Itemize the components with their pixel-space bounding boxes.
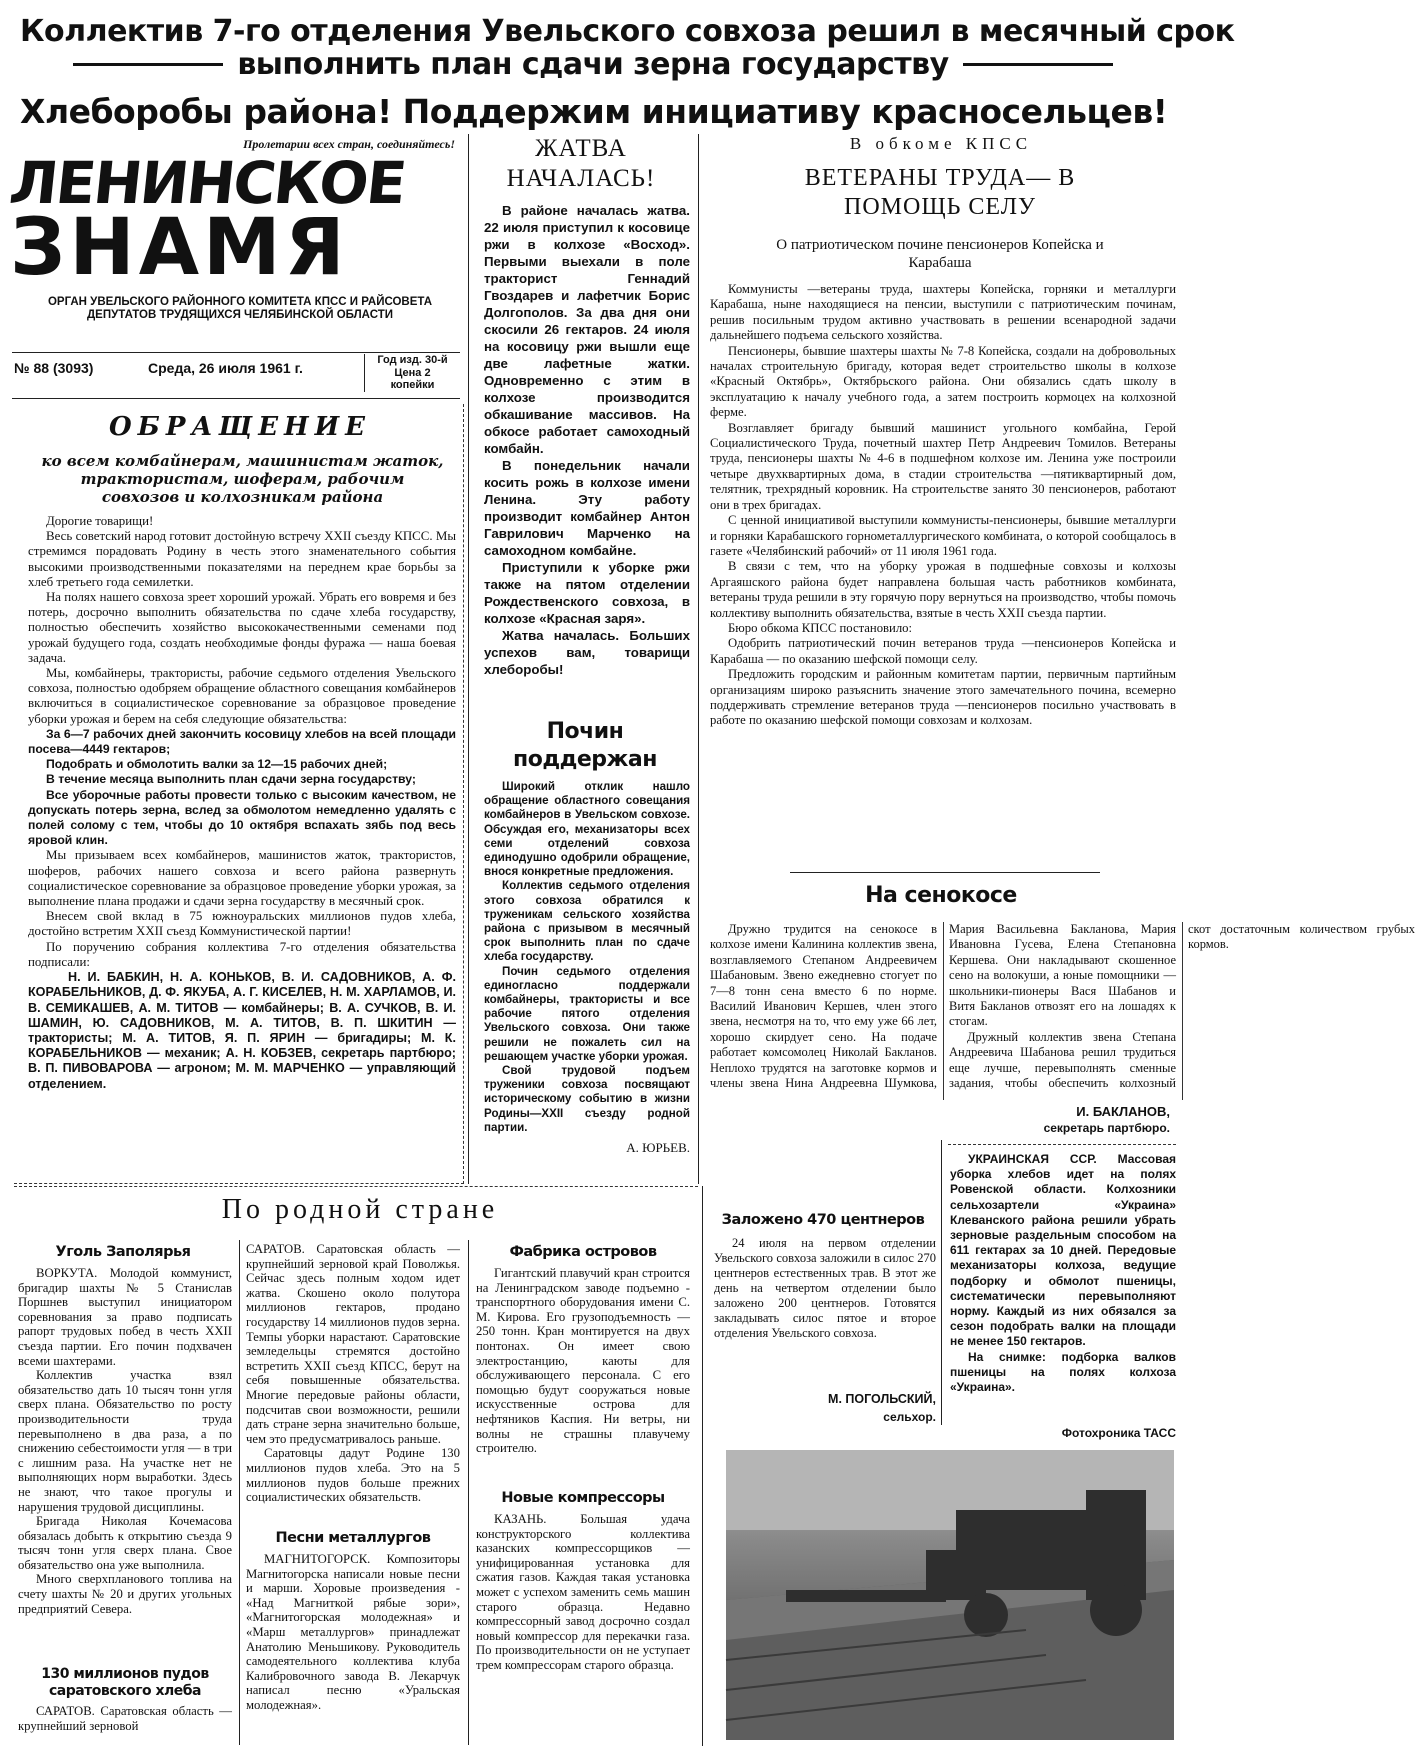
harvest-p3: Приступили к уборке ржи также на пятом отделении Рождественского совхоза, в колхозе «Красная заря». bbox=[484, 560, 690, 626]
coal-p3: Бригада Николая Кочемасова обязалась добыть к открытию съезда 9 тысяч тонн угля сверх плана. Свое обязательство она уже выполнила. bbox=[18, 1514, 232, 1572]
appeal-title: ОБРАЩЕНИЕ bbox=[109, 412, 371, 442]
songs-p1: МАГНИТОГОРСК. Композиторы Магнитогорска написали новые песни и марши. Хоровые произведения - «Над Магниткой рябые зори», «Магнитогорская молодежная» и «Марш металлургов» принадлежат Анатолию Меньшикову. Руководитель самодеятельного коллектива клуба Калибровочного завода В. Лекарчук написал песню «Уральская молодежная». bbox=[246, 1552, 460, 1712]
issue-year: Год изд. 30-й bbox=[377, 354, 448, 366]
column-rule-1 bbox=[468, 134, 469, 1184]
coal-p4: Много сверхпланового топлива на счету шахты № 20 и других угольных предприятий Севера. bbox=[18, 1572, 232, 1616]
obkom-subtitle: О патриотическом почине пенсионеров Копейска и Карабаша bbox=[776, 237, 1104, 271]
coal-title: Уголь Заполярья bbox=[55, 1244, 191, 1260]
issue-year-price bbox=[364, 354, 460, 392]
silage-body bbox=[714, 1236, 936, 1386]
obkom-rule-bottom bbox=[790, 872, 1100, 873]
haymaking-author-role: секретарь партбюро. bbox=[1043, 1121, 1170, 1135]
masthead-rule-top bbox=[12, 352, 460, 353]
appeal-subtitle: ко всем комбайнерам, машинистам жаток, трактористам, шоферам, рабочим совхозов и колхозникам района bbox=[41, 452, 444, 506]
column-rule-3 bbox=[941, 1140, 942, 1425]
obkom-title: ВЕТЕРАНЫ ТРУДА— В ПОМОЩЬ СЕЛУ bbox=[804, 165, 1076, 220]
silage-title: Заложено 470 центнеров bbox=[721, 1212, 925, 1228]
appeal-p2: На полях нашего совхоза зреет хороший урожай. Убрать его вовремя и без потерь, досрочно выполнить обязательства по сдаче хлеба государству, полностью обеспечить хозяйство высококачественными семенами под урожай будущего года, создать необходимые фонды фуража — наша боевая задача. bbox=[28, 590, 456, 665]
obkom-p7: Одобрить патриотический почин ветеранов труда —пенсионеров Копейска и Карабаша — по оказанию шефской помощи селу. bbox=[710, 636, 1176, 666]
banner-line-1: Коллектив 7-го отделения Увельского совхоза решил в месячный срок bbox=[20, 14, 1235, 49]
grain-p1-start: САРАТОВ. Саратовская область — крупнейший зерновой bbox=[18, 1704, 232, 1733]
grain-body-start bbox=[18, 1704, 232, 1744]
obkom-p2: Пенсионеры, бывшие шахтеры шахты № 7-8 Копейска, создали на добровольных началах строительную бригаду, которая ведет строительство школы в колхозе «Красный Октябрь», Октябрьского района. Они обязались сдать школу в эксплуатацию к началу учебного года, а затем построить кормоцех на колхозной ферме. bbox=[710, 343, 1176, 420]
silage-author: М. ПОГОЛЬСКИЙ, bbox=[828, 1392, 936, 1406]
masthead-organ: ОРГАН УВЕЛЬСКОГО РАЙОННОГО КОМИТЕТА КПСС И РАЙСОВЕТА ДЕПУТАТОВ ТРУДЯЩИХСЯ ЧЕЛЯБИНСКОЙ ОБЛАСТИ bbox=[47, 296, 433, 321]
harvest-p4: Жатва началась. Больших успехов вам, товарищи хлеборобы! bbox=[484, 628, 690, 677]
appeal-p3: Мы, комбайнеры, трактористы, рабочие седьмого отделения Увельского совхоза, полностью одобряем обращение областного совещания комбайнеров включиться в социалистическое соревнование за образцовое проведение уборки урожая и берем на себя следующие обязательства: bbox=[28, 666, 456, 726]
haymaking-body bbox=[710, 922, 1415, 1100]
support-p2: Коллектив седьмого отделения этого совхоза обратился к труженикам сельского хозяйства района с призывом в месячный срок выполнить план по сдаче хлеба государству. bbox=[484, 879, 690, 964]
harvest-body bbox=[484, 202, 690, 694]
songs-title: Песни металлургов bbox=[275, 1530, 431, 1546]
support-p1: Широкий отклик нашло обращение областного совещания комбайнеров в Увельском совхозе. Обсуждая его, механизаторы всех семи отделений совхоза единодушно одобрили обращение, внося конкретные предложения. bbox=[484, 780, 690, 879]
banner-rule-left bbox=[73, 63, 223, 66]
issue-date: Среда, 26 июля 1961 г. bbox=[148, 360, 303, 376]
column-rule-2 bbox=[698, 134, 699, 1184]
appeal-obligation-4: Все уборочные работы провести только с высоким качеством, не допускать потерь зерна, вслед за обмолотом немедленно удалять с полей солому с тем, чтобы до 10 октября вспахать зябь под весь яровой клин. bbox=[28, 787, 456, 848]
support-author: А. ЮРЬЕВ. bbox=[626, 1140, 690, 1155]
songs-body bbox=[246, 1552, 460, 1746]
coal-p1: ВОРКУТА. Молодой коммунист, бригадир шахты № 5 Станислав Поршнев выступил инициатором соревнования за право подписать рапорт трудовых побед в честь XXII съезда партии. Его почин подхвачен всеми шахтерами. bbox=[18, 1266, 232, 1368]
banner-line-2-row bbox=[20, 46, 1166, 82]
coal-p2: Коллектив участка взял обязательство дать 10 тысяч тонн угля сверх плана. Обязательство по росту производительности труда перевыполнено в два раза, а по снижению себестоимости угля — в три с лишним раза. На участке нет не выполняющих норм выработки. Здесь не знают, что такое прогулы и нарушения трудовой дисциплины. bbox=[18, 1368, 232, 1514]
silage-p1: 24 июля на первом отделении Увельского совхоза заложили в силос 270 центнеров естественных трав. В этот же день на четвертом отделении было заложено 200 центнеров. Готовятся закладывать силос пятое и второе отделения Увельского совхоза. bbox=[714, 1236, 936, 1340]
country-rule-top bbox=[14, 1186, 698, 1187]
masthead-motto: Пролетарии всех стран, соединяйтесь! bbox=[243, 137, 455, 151]
island-body bbox=[476, 1266, 690, 1484]
appeal-obligation-3: В течение месяца выполнить план сдачи зерна государству; bbox=[46, 772, 416, 787]
appeal-obligation-1: За 6—7 рабочих дней закончить косовицу хлебов на всей площади посева—4449 гектаров; bbox=[28, 726, 456, 757]
combine-photo bbox=[726, 1450, 1174, 1740]
issue-price: Цена 2 копейки bbox=[390, 366, 435, 391]
comp-title: Новые компрессоры bbox=[501, 1490, 665, 1506]
haymaking-title: На сенокосе bbox=[865, 883, 1017, 908]
harvest-title: ЖАТВА НАЧАЛАСЬ! bbox=[506, 135, 656, 192]
grain-body bbox=[246, 1242, 460, 1524]
appeal-greeting: Дорогие товарищи! bbox=[46, 514, 154, 528]
ukraine-credit: Фотохроника ТАСС bbox=[1061, 1426, 1176, 1440]
comp-p1: КАЗАНЬ. Большая удача конструкторского коллектива казанских компрессорщиков — унифицированная установка для сжатия газов. Каждая такая установка может с успехом заменить семь машин старого образца. Недавно компрессорный завод досрочно создал новый компрессор для перекачки газа. По производительности он не уступает трем компрессорам старого образца. bbox=[476, 1512, 690, 1672]
issue-number: № 88 (3093) bbox=[14, 360, 94, 376]
banner-rule-right bbox=[963, 63, 1113, 66]
grain-title: 130 миллионов пудов саратовского хлеба bbox=[41, 1666, 209, 1699]
obkom-p5: В связи с тем, что на уборку урожая в подшефные совхозы и колхозы Аргаяшского района будет направлена большая часть работников комбината, ветераны труда решили в эту горячую пору вернуться на производство, чтобы помочь коллективу выполнить обязательства, взятые в честь XXII съезда партии. bbox=[710, 559, 1176, 620]
obkom-p1: Коммунисты —ветераны труда, шахтеры Копейска, горняки и металлурги Карабаша, ныне находящиеся на пенсии, выступили с патриотическим починам, решив посильным трудом активно участвовать в решении всенародной задачи дальнейшего подъема сельского хозяйства. bbox=[710, 282, 1176, 343]
obkom-p3: Возглавляет бригаду бывший машинист угольного комбайна, Герой Социалистического Труда, почетный шахтер Петр Андреевич Томилов. Ветераны труда, пенсионеры шахты № 4-6 в подшефном колхозе им. Ленина уже построили четыре двухквартирных дома, в стадии строительства —пятиквартирный дом, телятник, трехрядный коровник. На строительстве занято 30 пенсионеров, работают они в трех бригадах. bbox=[710, 420, 1176, 512]
obkom-kicker: В обкоме КПСС bbox=[849, 134, 1033, 153]
masthead-rule-bottom bbox=[12, 398, 460, 399]
country-title: По родной стране bbox=[221, 1194, 499, 1225]
appeal-p5: Внесем свой вклад в 75 южноуральских миллионов пудов хлеба, достойно встретим XXII съезд Коммунистической партии! bbox=[28, 909, 456, 939]
coal-body bbox=[18, 1266, 232, 1646]
appeal-signatures: Н. И. БАБКИН, Н. А. КОНЬКОВ, В. И. САДОВНИКОВ, А. Ф. КОРАБЕЛЬНИКОВ, Д. Ф. ЯКУБА, А. Г. КИСЕЛЕВ, Н. М. ХАРЛАМОВ, И. В. СЕМИКАШЕВ, А. М. ТИТОВ — комбайнеры; В. А. СУЧКОВ, В. И. ШАМИН, Ю. САДОВНИКОВ, М. А. ТИТОВ, В. П. ШКИТИН — трактористы; М. А. ТИТОВ, Я. П. ЯРИН — бригадиры; М. К. КОРАБЕЛЬНИКОВ — механик; А. Н. КОБЗЕВ, секретарь партбюро; В. П. ПИВОВАРОВА — агроном; М. М. МАРЧЕНКО — управляющий отделением. bbox=[28, 970, 456, 1091]
ukraine-p: УКРАИНСКАЯ ССР. Массовая уборка хлебов идет на полях Ровенской области. Колхозники сельхозартели «Украина» Клеванского района решили убрать зерновые раздельным способом на 611 гектарах за 10 дней. Передовые механизаторы колхоза, ведущие подборку и обмолот пшеницы, систематически перевыполняют норму. Каждый из них обязался за сезон подобрать валки на площади не менее 150 гектаров. bbox=[950, 1152, 1176, 1349]
banner-line-3: Хлеборобы района! Поддержим инициативу красносельцев! bbox=[20, 92, 1168, 131]
grain-p2: Саратовцы дадут Родине 130 миллионов пудов хлеба. Это на 5 миллионов пудов больше прежних социалистических обязательств. bbox=[246, 1446, 460, 1505]
obkom-p4: С ценной инициативой выступили коммунисты-пенсионеры, бывшие металлурги и горняки Карабашского горнометаллургического комбината, о которой сообщалось в газете «Челябинский рабочий» от 11 июля 1961 года. bbox=[710, 513, 1176, 558]
island-p1: Гигантский плавучий кран строится на Ленинградском заводе подъемно - транспортного оборудования имени С. М. Кирова. Его грузоподъемность — 250 тонн. Кран монтируется на двух понтонах. Он имеет свою электростанцию, каюты для обслуживающего персонала. С его помощью будут сооружаться новые искусственные острова для нефтяников Каспия. Ни ветры, ни волны не страшны плавучему строителю. bbox=[476, 1266, 690, 1456]
island-title: Фабрика островов bbox=[509, 1244, 657, 1260]
harvest-p2: В понедельник начали косить рожь в колхозе имени Ленина. Эту работу производит комбайнер Антон Гаврилович Марченко на самоходном комбайне. bbox=[484, 458, 690, 558]
appeal-obligation-2: Подобрать и обмолотить валки за 12—15 рабочих дней; bbox=[46, 757, 388, 772]
support-title: Почин поддержан bbox=[513, 719, 657, 772]
grain-p1: САРАТОВ. Саратовская область — крупнейший зерновой край Поволжья. Сейчас здесь полным ходом идет жатва. Скошено около полутора миллионов гектаров, продано государству 14 миллионов пудов зерна. Темпы уборки нарастают. Саратовские земледельцы стремятся достойно встретить XXII съезд КПСС, берут на себя повышенные обязательства. Многие передовые районы области, подсчитав свои возможности, решили дать стране зерна значительно больше, чем это предусматривалось раньше. bbox=[246, 1242, 460, 1446]
support-body bbox=[484, 780, 690, 1140]
appeal-p1: Весь советский народ готовит достойную встречу XXII съезду КПСС. Мы стремимся порадовать Родину в честь этого знаменательного события высокими производственными показателями на переднем крае борьбы за хлеб третьего года семилетки. bbox=[28, 529, 456, 589]
masthead-title-2: ЗНАМЯ bbox=[10, 203, 349, 293]
combine-harvester-illustration bbox=[726, 1450, 1174, 1740]
haymaking-author: И. БАКЛАНОВ, bbox=[1076, 1104, 1170, 1119]
appeal-p4: Мы призываем всех комбайнеров, машинистов жаток, трактористов, шоферов, рабочих нашего совхоза и всего района развернуть социалистическое соревнование за образцовое проведение уборки урожая, за выполнение плана продажи и сдачи зерна государству в месячный срок. bbox=[28, 848, 456, 909]
obkom-body bbox=[710, 282, 1176, 864]
obkom-p8: Предложить городским и районным комитетам партии, первичным партийным организациям широко разъяснить значение этого замечательного почина, всемерно поддерживать стремление ветеранов труда —пенсионеров посильно участвовать в работе по оказанию шефской помощи совхозам и колхозам. bbox=[710, 667, 1176, 728]
column-rule-4 bbox=[239, 1240, 240, 1745]
banner-line-2: выполнить план сдачи зерна государству bbox=[237, 46, 949, 82]
column-rule-5 bbox=[468, 1240, 469, 1745]
support-p3: Почин седьмого отделения единогласно поддержали комбайнеры, трактористы и все рабочие пятого отделения Увельского совхоза. Они также решили не пожалеть сил на решающем участке уборки урожая. bbox=[484, 964, 690, 1063]
ukraine-caption: На снимке: подборка валков пшеницы на полях колхоза «Украина». bbox=[950, 1349, 1176, 1395]
appeal-body bbox=[28, 514, 456, 1178]
ukraine-text bbox=[950, 1152, 1176, 1395]
silage-author-role: сельхор. bbox=[883, 1410, 936, 1424]
appeal-p6: По поручению собрания коллектива 7-го отделения обязательства подписали: bbox=[28, 939, 456, 969]
haymaking-p2: Дружный коллектив звена Степана Андреевича Шабанова решил трудиться еще лучше, перевыполнять сменные задания, чтобы обеспечить колхозный скот достаточным количеством грубых кормов. bbox=[949, 922, 1415, 1091]
masthead-title-1: ЛЕНИНСКОЕ bbox=[6, 149, 408, 217]
comp-body bbox=[476, 1512, 690, 1746]
column-rule-6 bbox=[702, 1186, 703, 1746]
haymaking-p1: Дружно трудится на сенокосе в колхозе имени Калинина коллектив звена, возглавляемого Степаном Андреевичем Шабановым. Звено ежедневно стогует по 7—8 тонн сена вместо 6 по норме. Василий Иванович Кершев, член этого звена, несмотря на то, что ему уже 66 лет, хорошо скирдует сено. На подаче работает комсомолец Николай Бакланов. Неплохо трудятся на заготовке кормов и члены звена Нина Андреевна Шумкова, Мария Васильевна Бакланова, Мария Ивановна Гусева, Елена Степановна Кершева. Они накладывают скошенное сено на волокуши, а юные помощники — школьники-пионеры Вася Шабанов и Витя Бакланов отвозят его на лошадях к стогам. bbox=[710, 922, 1176, 1091]
harvest-p1: В районе началась жатва. 22 июля приступил к косовице ржи в колхозе «Восход». Первыми выехали в поле тракторист Геннадий Гвоздарев и лафетчик Борис Долгополов. За два дня они скосили 26 гектаров. 24 июля на косовицу ржи вышли еще две лафетные жатки. Одновременно с этим в колхозе производится обкашивание массивов. На обкосе работает самоходный комбайн. bbox=[484, 203, 690, 456]
ukraine-rule bbox=[948, 1144, 1176, 1145]
obkom-p6: Бюро обкома КПСС постановило: bbox=[728, 620, 913, 635]
support-p4: Свой трудовой подъем труженики совхоза посвящают историческому событию в жизни Родины—XXII съезду родной партии. bbox=[484, 1064, 690, 1134]
